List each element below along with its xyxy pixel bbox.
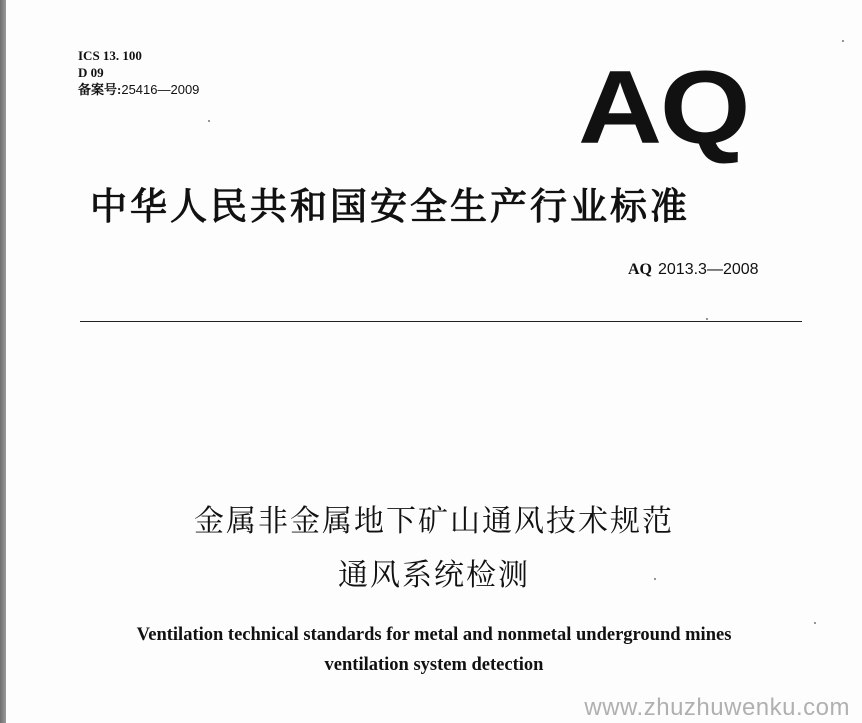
standard-number: [628, 259, 759, 279]
standard-prefix: AQ: [628, 261, 652, 278]
chinese-title-line-1: 金属非金属地下矿山通风技术规范: [194, 504, 674, 539]
scan-speck: [814, 622, 816, 624]
class-code: [78, 65, 199, 82]
english-title-line-2: ventilation system detection: [324, 655, 544, 675]
class-code-text: D 09: [78, 65, 104, 80]
ics-code: [78, 48, 199, 65]
standard-number-value: 2013.3—2008: [658, 261, 759, 278]
aq-logo: AQ: [578, 50, 749, 166]
filing-number: [78, 82, 199, 99]
document-page: [6, 0, 862, 723]
scan-speck: [706, 318, 708, 320]
chinese-title-line-2: 通风系统检测: [338, 558, 530, 593]
filing-label: 备案号:: [78, 82, 122, 97]
ics-code-text: ICS 13. 100: [78, 48, 142, 63]
horizontal-rule: [80, 321, 802, 322]
scan-speck: [654, 578, 656, 580]
filing-number-value: 25416—2009: [121, 82, 200, 97]
classification-block: [78, 48, 199, 99]
scan-speck: [208, 120, 210, 122]
english-title-line-1: Ventilation technical standards for metal and nonmetal underground mines: [136, 625, 732, 645]
watermark: www.zhuzhuwenku.com: [584, 694, 850, 721]
scan-speck: [842, 40, 844, 42]
standard-category-title: 中华人民共和国安全生产行业标准: [90, 185, 690, 228]
